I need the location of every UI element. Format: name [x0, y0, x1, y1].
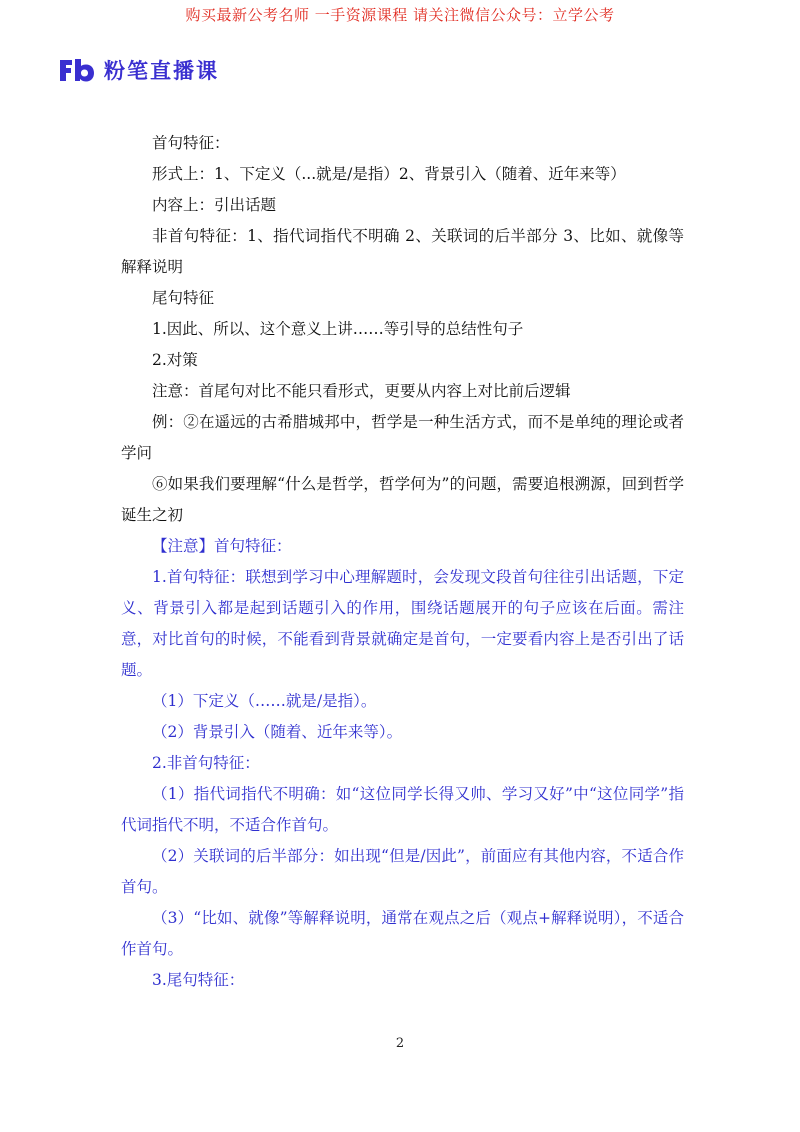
- page-number: 2: [395, 1036, 405, 1051]
- paragraph: 非首句特征：1、指代词指代不明确 2、关联词的后半部分 3、比如、就像等解释说明: [121, 227, 684, 276]
- note-paragraph: 【注意】首句特征：: [152, 537, 292, 555]
- brand-logo: [58, 55, 219, 85]
- document-body: [121, 128, 684, 996]
- note-paragraph: 2.非首句特征：: [152, 754, 260, 772]
- paragraph: 形式上：1、下定义（...就是/是指）2、背景引入（随着、近年来等）: [152, 165, 626, 183]
- note-paragraph: （2）关联词的后半部分：如出现“但是/因此”，前面应有其他内容，不适合作首句。: [121, 847, 684, 896]
- fb-logo-icon: [58, 57, 96, 83]
- paragraph: ⑥如果我们要理解“什么是哲学，哲学何为”的问题，需要追根溯源，回到哲学诞生之初: [121, 475, 684, 524]
- paragraph: 例：②在遥远的古希腊城邦中，哲学是一种生活方式，而不是单纯的理论或者学问: [121, 413, 684, 462]
- note-paragraph: 3.尾句特征：: [152, 971, 245, 989]
- paragraph: 2.对策: [152, 351, 198, 369]
- note-paragraph: （1）指代词指代不明确：如“这位同学长得又帅、学习又好”中“这位同学”指代词指代不明，不适合作首句。: [121, 785, 684, 834]
- header-banner: 购买最新公考名师 一手资源课程 请关注微信公众号：立学公考: [185, 6, 615, 24]
- paragraph: 尾句特征: [152, 289, 215, 307]
- paragraph: 1.因此、所以、这个意义上讲……等引导的总结性句子: [152, 320, 524, 338]
- note-paragraph: （2）背景引入（随着、近年来等）。: [152, 723, 403, 741]
- paragraph: 首句特征：: [152, 134, 230, 152]
- paragraph: 内容上：引出话题: [152, 196, 277, 214]
- note-paragraph: （3）“比如、就像”等解释说明，通常在观点之后（观点+解释说明），不适合作首句。: [121, 909, 684, 958]
- note-paragraph: （1）下定义（……就是/是指）。: [152, 692, 377, 710]
- paragraph: 注意：首尾句对比不能只看形式，更要从内容上对比前后逻辑: [152, 382, 571, 400]
- note-paragraph: 1.首句特征：联想到学习中心理解题时，会发现文段首句往往引出话题，下定义、背景引入都是起到话题引入的作用，围绕话题展开的句子应该在后面。需注意，对比首句的时候，不能看到背景就确定是首句，一定要看内容上是否引出了话题。: [121, 568, 684, 679]
- brand-name: 粉笔直播课: [104, 59, 219, 83]
